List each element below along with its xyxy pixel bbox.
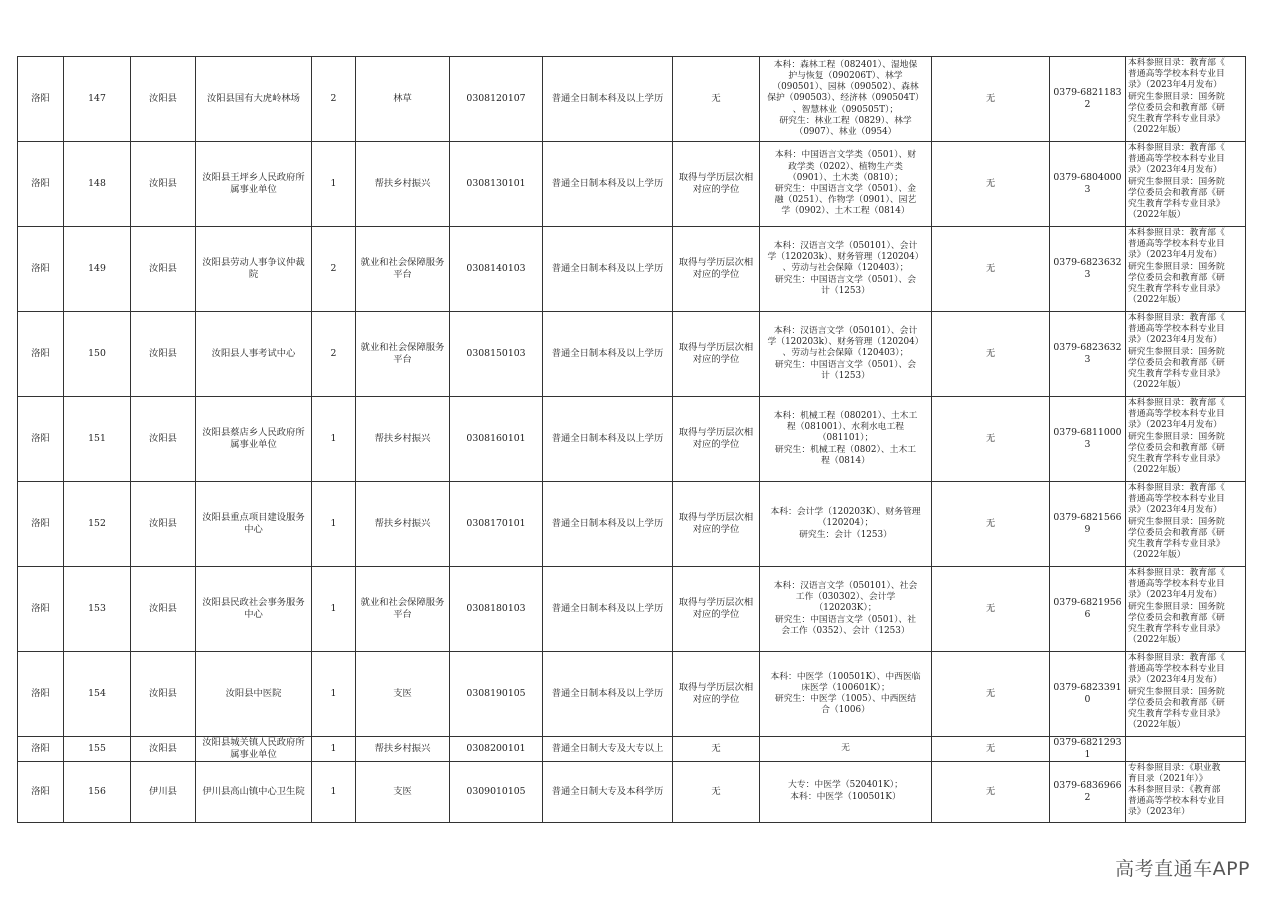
cell-phone: 0379-68040003 <box>1050 142 1126 227</box>
note-line: 学位委员会和教育部《研 <box>1128 697 1225 708</box>
major-line: 本科：森林工程（082401）、湿地保 <box>773 59 918 70</box>
major-line: （081101）； <box>817 433 874 444</box>
note-line: 学位委员会和教育部《研 <box>1128 612 1225 623</box>
cell-unit: 汝阳县国有大虎岭林场 <box>196 57 312 142</box>
major-line: 保护（090503）、经济林（090504T） <box>767 93 924 104</box>
cell-post: 林草 <box>356 57 450 142</box>
note-line: 普通高等学校本科专业目 <box>1128 664 1225 675</box>
note-line: 录》（2023年4月发布） <box>1128 590 1222 601</box>
cell-number: 149 <box>64 227 131 312</box>
note-line: （2022年版） <box>1128 295 1186 306</box>
note-line: 录》（2023年4月发布） <box>1128 165 1222 176</box>
major-line: 研究生：中国语言文学（0501）、金 <box>774 184 917 194</box>
cell-unit: 汝阳县人事考试中心 <box>196 312 312 397</box>
cell-degree: 取得与学历层次相对应的学位 <box>673 652 760 737</box>
table-row <box>18 227 1246 312</box>
cell-degree: 取得与学历层次相对应的学位 <box>673 567 760 652</box>
recruitment-table <box>17 56 1246 823</box>
cell-unit: 伊川县高山镇中心卫生院 <box>196 761 312 822</box>
cell-city: 洛阳 <box>18 57 64 142</box>
note-line: 录》（2023年） <box>1128 807 1190 818</box>
note-line: 究生教育学科专业目录》 <box>1128 284 1225 295</box>
cell-post: 就业和社会保障服务平台 <box>356 227 450 312</box>
note-line: 普通高等学校本科专业目 <box>1128 154 1225 165</box>
note-line: 究生教育学科专业目录》 <box>1128 709 1225 720</box>
watermark-text: 高考直通车APP <box>1115 858 1250 880</box>
cell-note <box>1126 142 1246 227</box>
cell-major <box>760 312 932 397</box>
major-line: （120203K）； <box>814 603 877 614</box>
cell-other: 无 <box>932 397 1050 482</box>
major-line: 程（0814） <box>821 455 870 466</box>
note-line: 学位委员会和教育部《研 <box>1128 527 1225 538</box>
note-line: 本科参照目录：教育部《 <box>1128 58 1225 68</box>
note-line: 录》（2023年4月发布） <box>1128 675 1222 686</box>
table-row <box>18 652 1246 737</box>
cell-post: 帮扶乡村振兴 <box>356 737 450 762</box>
note-line: （2022年版） <box>1128 380 1186 391</box>
cell-city: 洛阳 <box>18 761 64 822</box>
major-line: 大专：中医学（520401K）； <box>788 780 903 791</box>
cell-education: 普通全日制本科及以上学历 <box>543 57 673 142</box>
cell-major <box>760 737 932 762</box>
note-line: 学位委员会和教育部《研 <box>1128 272 1225 283</box>
cell-major <box>760 57 932 142</box>
note-line: （2022年版） <box>1128 125 1186 136</box>
cell-city: 洛阳 <box>18 567 64 652</box>
cell-major <box>760 567 932 652</box>
cell-degree: 取得与学历层次相对应的学位 <box>673 482 760 567</box>
note-line: （2022年版） <box>1128 635 1186 646</box>
major-line: 计（1253） <box>821 370 870 381</box>
major-line: 会工作（0352）、会计（1253） <box>781 625 910 636</box>
note-line: 研究生参照目录：国务院 <box>1128 176 1225 187</box>
cell-note <box>1126 482 1246 567</box>
cell-count: 2 <box>312 227 356 312</box>
major-line: 研究生：中医学（1005）、中西医结 <box>774 694 917 704</box>
note-line: 研究生参照目录：国务院 <box>1128 686 1225 697</box>
cell-phone: 0379-68215669 <box>1050 482 1126 567</box>
cell-education: 普通全日制本科及以上学历 <box>543 397 673 482</box>
cell-other: 无 <box>932 652 1050 737</box>
cell-post: 就业和社会保障服务平台 <box>356 567 450 652</box>
cell-note <box>1126 312 1246 397</box>
note-line: 究生教育学科专业目录》 <box>1128 114 1225 125</box>
note-line: 研究生参照目录：国务院 <box>1128 431 1225 442</box>
table-row <box>18 397 1246 482</box>
note-line: 研究生参照目录：国务院 <box>1128 91 1225 102</box>
cell-unit: 汝阳县民政社会事务服务中心 <box>196 567 312 652</box>
cell-phone: 0379-68233910 <box>1050 652 1126 737</box>
note-line: 本科参照目录：教育部《 <box>1128 483 1225 493</box>
cell-count: 1 <box>312 567 356 652</box>
cell-count: 1 <box>312 737 356 762</box>
cell-post: 帮扶乡村振兴 <box>356 482 450 567</box>
cell-other: 无 <box>932 761 1050 822</box>
cell-other: 无 <box>932 57 1050 142</box>
cell-number: 156 <box>64 761 131 822</box>
cell-note <box>1126 567 1246 652</box>
major-line: 研究生：会计（1253） <box>799 529 892 540</box>
note-line: 究生教育学科专业目录》 <box>1128 369 1225 380</box>
cell-other: 无 <box>932 312 1050 397</box>
cell-code: 0308180103 <box>450 567 543 652</box>
note-line: 学位委员会和教育部《研 <box>1128 187 1225 198</box>
cell-education: 普通全日制本科及以上学历 <box>543 142 673 227</box>
cell-code: 0308130101 <box>450 142 543 227</box>
table-row <box>18 737 1246 762</box>
cell-code: 0308170101 <box>450 482 543 567</box>
cell-city: 洛阳 <box>18 312 64 397</box>
major-line: 本科：中医学（100501K） <box>790 791 901 802</box>
cell-note <box>1126 227 1246 312</box>
cell-major <box>760 761 932 822</box>
major-line: 融（0251）、作物学（0901）、园艺 <box>774 195 917 206</box>
cell-county: 汝阳县 <box>131 567 196 652</box>
note-line: 普通高等学校本科专业目 <box>1128 409 1225 420</box>
cell-unit: 汝阳县重点项目建设服务中心 <box>196 482 312 567</box>
cell-county: 汝阳县 <box>131 652 196 737</box>
table-body <box>18 57 1246 823</box>
major-line: 本科：中国语言文学类（0501）、财 <box>774 150 917 161</box>
major-line: 研究生：中国语言文学（0501）、会 <box>774 274 917 285</box>
major-line: 学（120203k）、财务管理（120204） <box>767 337 924 348</box>
cell-county: 伊川县 <box>131 761 196 822</box>
cell-count: 1 <box>312 397 356 482</box>
cell-code: 0308140103 <box>450 227 543 312</box>
cell-major <box>760 652 932 737</box>
cell-number: 155 <box>64 737 131 762</box>
cell-number: 151 <box>64 397 131 482</box>
note-line: 普通高等学校本科专业目 <box>1128 494 1225 505</box>
cell-number: 154 <box>64 652 131 737</box>
note-line: 本科参照目录：教育部《 <box>1128 228 1225 238</box>
note-line: 究生教育学科专业目录》 <box>1128 624 1225 635</box>
major-line: 无 <box>841 743 850 754</box>
note-line: 录》（2023年4月发布） <box>1128 250 1222 261</box>
note-line: （2022年版） <box>1128 465 1186 476</box>
note-line: 本科参照目录：教育部《 <box>1128 398 1225 408</box>
table-row <box>18 482 1246 567</box>
major-line: 程（081001）、水利水电工程 <box>786 422 905 433</box>
cell-county: 汝阳县 <box>131 397 196 482</box>
cell-city: 洛阳 <box>18 397 64 482</box>
cell-other: 无 <box>932 227 1050 312</box>
cell-phone: 0379-68219566 <box>1050 567 1126 652</box>
note-line: 本科参照目录：教育部《 <box>1128 313 1225 323</box>
cell-post: 帮扶乡村振兴 <box>356 397 450 482</box>
note-line: 学位委员会和教育部《研 <box>1128 442 1225 453</box>
cell-count: 2 <box>312 57 356 142</box>
cell-other: 无 <box>932 482 1050 567</box>
major-line: 学（0902）、土木工程（0814） <box>781 206 910 217</box>
cell-other: 无 <box>932 737 1050 762</box>
note-line: 学位委员会和教育部《研 <box>1128 102 1225 113</box>
note-line: 普通高等学校本科专业目 <box>1128 324 1225 335</box>
major-line: 护与恢复（090206T）、林学 <box>788 70 903 81</box>
cell-code: 0308200101 <box>450 737 543 762</box>
note-line: 普通高等学校本科专业目 <box>1128 796 1225 807</box>
note-line: （2022年版） <box>1128 210 1186 221</box>
major-line: 本科：汉语言文学（050101）、社会 <box>773 580 918 591</box>
cell-code: 0308120107 <box>450 57 543 142</box>
note-line: 录》（2023年4月发布） <box>1128 80 1222 91</box>
major-line: 、劳动与社会保障（120403）； <box>782 348 909 359</box>
cell-city: 洛阳 <box>18 737 64 762</box>
cell-education: 普通全日制大专及本科学历 <box>543 761 673 822</box>
table-row <box>18 142 1246 227</box>
note-line: （2022年版） <box>1128 720 1186 731</box>
cell-degree: 无 <box>673 57 760 142</box>
note-line: 本科参照目录：教育部《 <box>1128 568 1225 578</box>
note-line: 普通高等学校本科专业目 <box>1128 579 1225 590</box>
note-line: 究生教育学科专业目录》 <box>1128 454 1225 465</box>
major-line: 本科：中医学（100501K）、中西医临 <box>770 671 921 682</box>
note-line: 录》（2023年4月发布） <box>1128 505 1222 516</box>
note-line: 普通高等学校本科专业目 <box>1128 69 1225 80</box>
table-row <box>18 57 1246 142</box>
cell-county: 汝阳县 <box>131 312 196 397</box>
major-line: 、智慧林业（090505T）； <box>792 104 899 115</box>
major-line: 本科：机械工程（080201）、土木工 <box>773 410 918 421</box>
cell-unit: 汝阳县王坪乡人民政府所属事业单位 <box>196 142 312 227</box>
cell-code: 0308160101 <box>450 397 543 482</box>
cell-major <box>760 397 932 482</box>
cell-degree: 无 <box>673 737 760 762</box>
cell-count: 1 <box>312 761 356 822</box>
note-line: 录》（2023年4月发布） <box>1128 420 1222 431</box>
major-line: 床医学（100601K）； <box>801 682 890 693</box>
major-line: 工作（030302）、会计学 <box>795 592 896 603</box>
cell-unit: 汝阳县劳动人事争议仲裁院 <box>196 227 312 312</box>
note-line: 录》（2023年4月发布） <box>1128 335 1222 346</box>
cell-city: 洛阳 <box>18 482 64 567</box>
cell-phone: 0379-68236323 <box>1050 227 1126 312</box>
cell-education: 普通全日制本科及以上学历 <box>543 652 673 737</box>
table-row <box>18 312 1246 397</box>
cell-note <box>1126 737 1246 762</box>
cell-note <box>1126 652 1246 737</box>
note-line: 育目录（2021年）》 <box>1128 773 1208 784</box>
cell-phone: 0379-68110003 <box>1050 397 1126 482</box>
cell-county: 汝阳县 <box>131 57 196 142</box>
cell-city: 洛阳 <box>18 652 64 737</box>
cell-county: 汝阳县 <box>131 737 196 762</box>
cell-post: 帮扶乡村振兴 <box>356 142 450 227</box>
cell-code: 0308190105 <box>450 652 543 737</box>
cell-count: 1 <box>312 652 356 737</box>
cell-note <box>1126 57 1246 142</box>
cell-phone: 0379-68369662 <box>1050 761 1126 822</box>
table-row <box>18 761 1246 822</box>
cell-county: 汝阳县 <box>131 227 196 312</box>
major-line: （0901）、土木类（0810）； <box>787 172 904 183</box>
major-line: 计（1253） <box>821 285 870 296</box>
note-line: 本科参照目录：教育部《 <box>1128 143 1225 153</box>
table-row <box>18 567 1246 652</box>
major-line: 研究生：中国语言文学（0501）、社 <box>774 614 917 625</box>
cell-post: 就业和社会保障服务平台 <box>356 312 450 397</box>
major-line: 研究生：林业工程（0829）、林学 <box>779 115 912 126</box>
cell-count: 1 <box>312 142 356 227</box>
cell-code: 0309010105 <box>450 761 543 822</box>
major-line: 本科：汉语言文学（050101）、会计 <box>773 325 918 336</box>
note-line: 学位委员会和教育部《研 <box>1128 357 1225 368</box>
cell-number: 153 <box>64 567 131 652</box>
note-line: 本科参照目录：《教育部 <box>1128 785 1221 795</box>
major-line: 、劳动与社会保障（120403）； <box>782 263 909 274</box>
cell-phone: 0379-68236323 <box>1050 312 1126 397</box>
cell-number: 148 <box>64 142 131 227</box>
major-line: 本科：会计学（120203K）、财务管理 <box>770 507 921 518</box>
cell-code: 0308150103 <box>450 312 543 397</box>
cell-degree: 无 <box>673 761 760 822</box>
note-line: 本科参照目录：教育部《 <box>1128 653 1225 663</box>
cell-unit: 汝阳县城关镇人民政府所属事业单位 <box>196 737 312 762</box>
major-line: 研究生：中国语言文学（0501）、会 <box>774 359 917 370</box>
major-line: 研究生：机械工程（0802）、土木工 <box>774 444 917 455</box>
cell-education: 普通全日制本科及以上学历 <box>543 227 673 312</box>
cell-city: 洛阳 <box>18 227 64 312</box>
cell-major <box>760 482 932 567</box>
note-line: 研究生参照目录：国务院 <box>1128 346 1225 357</box>
cell-number: 150 <box>64 312 131 397</box>
cell-education: 普通全日制大专及大专以上 <box>543 737 673 762</box>
major-line: （090501）、园林（090502）、森林 <box>772 82 919 93</box>
cell-county: 汝阳县 <box>131 482 196 567</box>
cell-degree: 取得与学历层次相对应的学位 <box>673 397 760 482</box>
cell-phone: 0379-68212931 <box>1050 737 1126 762</box>
cell-education: 普通全日制本科及以上学历 <box>543 567 673 652</box>
note-line: 研究生参照目录：国务院 <box>1128 516 1225 527</box>
cell-unit: 汝阳县中医院 <box>196 652 312 737</box>
cell-other: 无 <box>932 142 1050 227</box>
note-line: 研究生参照目录：国务院 <box>1128 601 1225 612</box>
cell-major <box>760 142 932 227</box>
cell-degree: 取得与学历层次相对应的学位 <box>673 312 760 397</box>
cell-degree: 取得与学历层次相对应的学位 <box>673 142 760 227</box>
note-line: 专科参照目录：《职业教 <box>1128 762 1221 773</box>
note-line: 普通高等学校本科专业目 <box>1128 239 1225 250</box>
cell-city: 洛阳 <box>18 142 64 227</box>
major-line: 合（1006） <box>821 705 870 716</box>
major-line: 本科：汉语言文学（050101）、会计 <box>773 240 918 251</box>
cell-count: 2 <box>312 312 356 397</box>
cell-note <box>1126 397 1246 482</box>
cell-post: 支医 <box>356 652 450 737</box>
cell-education: 普通全日制本科及以上学历 <box>543 482 673 567</box>
cell-number: 147 <box>64 57 131 142</box>
cell-unit: 汝阳县蔡店乡人民政府所属事业单位 <box>196 397 312 482</box>
cell-major <box>760 227 932 312</box>
cell-other: 无 <box>932 567 1050 652</box>
cell-count: 1 <box>312 482 356 567</box>
cell-number: 152 <box>64 482 131 567</box>
major-line: （0907）、林业（0954） <box>794 127 897 137</box>
cell-degree: 取得与学历层次相对应的学位 <box>673 227 760 312</box>
major-line: 学（120203k）、财务管理（120204） <box>767 252 924 263</box>
note-line: 究生教育学科专业目录》 <box>1128 539 1225 550</box>
cell-county: 汝阳县 <box>131 142 196 227</box>
cell-post: 支医 <box>356 761 450 822</box>
cell-phone: 0379-68211832 <box>1050 57 1126 142</box>
note-line: 研究生参照目录：国务院 <box>1128 261 1225 272</box>
note-line: （2022年版） <box>1128 550 1186 561</box>
major-line: （120204）； <box>817 518 874 529</box>
cell-education: 普通全日制本科及以上学历 <box>543 312 673 397</box>
note-line: 究生教育学科专业目录》 <box>1128 199 1225 210</box>
major-line: 政学类（0202）、植物生产类 <box>788 161 903 172</box>
cell-note <box>1126 761 1246 822</box>
